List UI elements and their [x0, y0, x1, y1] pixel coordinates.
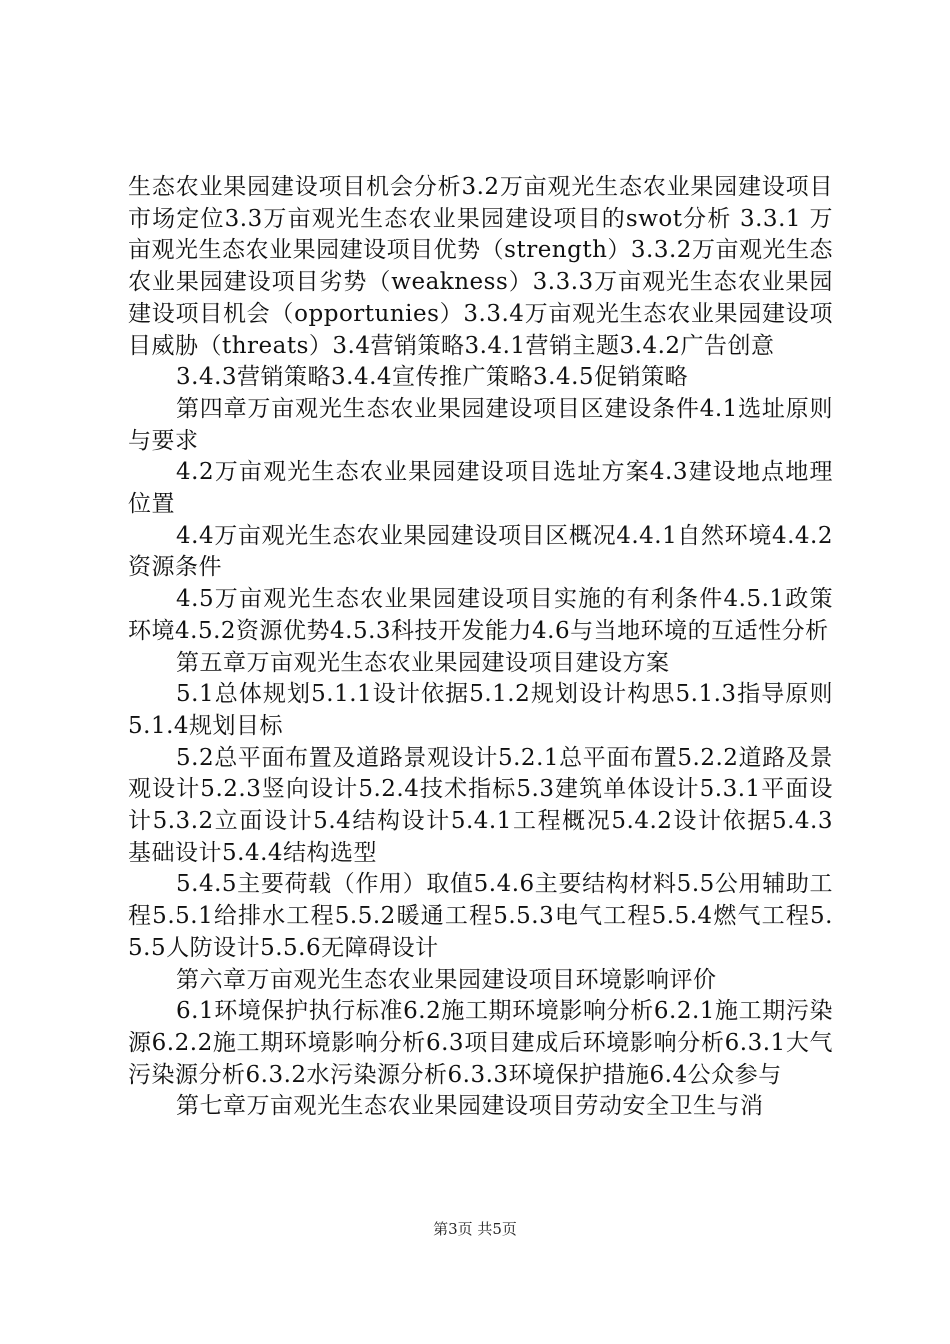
paragraph: 第七章万亩观光生态农业果园建设项目劳动安全卫生与消 — [176, 1093, 764, 1120]
paragraph: 5.2总平面布置及道路景观设计5.2.1总平面布置5.2.2道路及景观设计5.2.3竖向设计5.2.4技术指标5.3建筑单体设计5.3.1平面设计5.3.2立面设计5.4结构设计5.4.1工程概况5.4.2设计依据5.4.3基础设计5.4.4结构选型 — [128, 744, 833, 866]
paragraph: 6.1环境保护执行标准6.2施工期环境影响分析6.2.1施工期污染源6.2.2施工期环境影响分析6.3项目建成后环境影响分析6.3.1大气污染源分析6.3.2水污染源分析6.3.3环境保护措施6.4公众参与 — [128, 998, 833, 1088]
paragraph: 4.4万亩观光生态农业果园建设项目区概况4.4.1自然环境4.4.2资源条件 — [128, 522, 833, 581]
paragraph: 5.4.5主要荷载（作用）取值5.4.6主要结构材料5.5公用辅助工程5.5.1给排水工程5.5.2暖通工程5.5.3电气工程5.5.4燃气工程5.5.5人防设计5.5.6无障碍设计 — [128, 871, 833, 961]
paragraph: 5.1总体规划5.1.1设计依据5.1.2规划设计构思5.1.3指导原则5.1.4规划目标 — [128, 681, 833, 739]
paragraph: 4.2万亩观光生态农业果园建设项目选址方案4.3建设地点地理位置 — [128, 459, 833, 518]
page-number-footer: 第3页 共5页 — [433, 1220, 517, 1238]
paragraph: 生态农业果园建设项目机会分析3.2万亩观光生态农业果园建设项目市场定位3.3万亩观光生态农业果园建设项目的swot分析 3.3.1 万亩观光生态农业果园建设项目优势（strength）3.3.2万亩观光生态农业果园建设项目劣势（weakness）3.3.3万亩观光生态农业果园建设项目机会（opportunies）3.3.4万亩观光生态农业果园建设项目威胁（threats）3.4营销策略3.4.1营销主题3.4.2广告创意 — [128, 174, 833, 359]
paragraph: 第六章万亩观光生态农业果园建设项目环境影响评价 — [176, 966, 717, 993]
paragraph: 4.5万亩观光生态农业果园建设项目实施的有利条件4.5.1政策环境4.5.2资源优势4.5.3科技开发能力4.6与当地环境的互适性分析 — [128, 586, 833, 644]
paragraph: 第四章万亩观光生态农业果园建设项目区建设条件4.1选址原则与要求 — [128, 395, 833, 454]
paragraph: 3.4.3营销策略3.4.4宣传推广策略3.4.5促销策略 — [176, 364, 689, 391]
document-body — [128, 172, 833, 1123]
paragraph: 第五章万亩观光生态农业果园建设项目建设方案 — [176, 649, 670, 676]
